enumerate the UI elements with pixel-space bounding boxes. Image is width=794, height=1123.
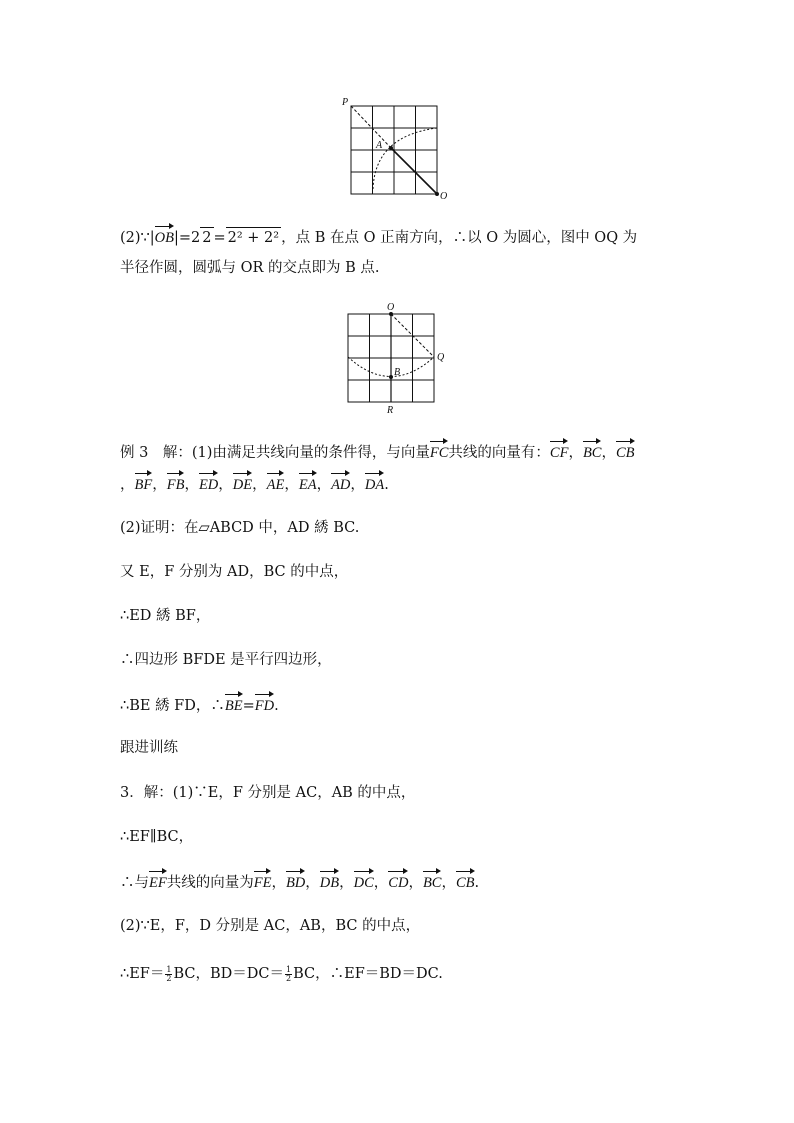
example3-text2: 共线的向量有： (448, 445, 550, 461)
part2-mid: |=2 (174, 230, 201, 246)
vector-fd: FD (255, 694, 274, 716)
example3-proof-line5 (120, 694, 279, 716)
q3-line1: 3．解：(1)∵E，F 分别是 AC，AB 的中点， (120, 785, 416, 801)
vector-item: CB (456, 871, 475, 893)
label-p: P (342, 97, 349, 108)
frac-num: 1 (166, 964, 172, 974)
example3-text: 例 3 解：(1)由满足共线向量的条件得，与向量 (120, 445, 430, 461)
vector-item: FB (167, 473, 185, 495)
proof-eq: = (242, 698, 255, 714)
q3-eq-c: BC，∴EF＝BD＝DC. (293, 966, 443, 982)
vector-item: DB (320, 871, 339, 893)
vector-item: CF (550, 441, 569, 463)
frac-num: 1 (286, 964, 292, 974)
example3-line2: ，BF，FB，ED，DE，AE，EA，AD，DA. (120, 473, 389, 495)
vector-item: BC (423, 871, 442, 893)
q3-line2: ∴EF∥BC， (120, 829, 194, 845)
proof-end: . (274, 698, 279, 714)
example3-proof-line1: (2)证明：在▱ABCD 中，AD 綉 BC. (120, 520, 360, 536)
q3-text2: 共线的向量为 (166, 875, 254, 891)
fraction-half (285, 966, 292, 983)
frac-den: 2 (166, 973, 172, 983)
solid-line-ao (391, 148, 437, 194)
figure-1-svg (340, 96, 450, 201)
vector-item: DC (354, 871, 374, 893)
label-r: R (387, 405, 394, 416)
part2-line1 (120, 226, 637, 248)
part2-eq: = (213, 230, 226, 246)
vector-item: BD (286, 871, 305, 893)
vector-ob: OB (155, 226, 174, 248)
vector-item: DE (233, 473, 252, 495)
q3-eq-a: ∴EF＝ (120, 966, 165, 982)
vector-item: CD (388, 871, 408, 893)
sqrt-sum: 2² + 2² (226, 227, 281, 248)
dashed-line-po (351, 106, 391, 148)
section-heading: 跟进训练 (120, 740, 178, 756)
q3-line3: ∴与EF共线的向量为FE，BD，DB，DC，CD，BC，CB. (120, 871, 479, 893)
example3-proof-line2: 又 E，F 分别为 AD，BC 的中点， (120, 564, 349, 580)
frac-den: 2 (286, 973, 292, 983)
vector-item: CB (616, 441, 635, 463)
vector-fc: FC (430, 441, 449, 463)
label-o: O (440, 191, 448, 202)
vector-item: AE (267, 473, 285, 495)
vector-ef: EF (149, 871, 167, 893)
example3-proof-line4: ∴四边形 BFDE 是平行四边形， (120, 652, 332, 668)
part2-prefix: (2)∵| (120, 230, 155, 246)
part2-line2: 半径作圆，圆弧与 OR 的交点即为 B 点. (120, 260, 380, 276)
part2-rest: ，点 B 在点 O 正南方向，∴以 O 为圆心，图中 OQ 为 (281, 230, 638, 246)
vector-item: DA (365, 473, 384, 495)
q3-line4: (2)∵E，F，D 分别是 AC，AB，BC 的中点， (120, 918, 421, 934)
label-b: B (394, 367, 401, 378)
vector-item: BC (583, 441, 602, 463)
vector-item: FE (254, 871, 272, 893)
label-o2: O (387, 302, 395, 313)
example3-proof-line3: ∴ED 綉 BF， (120, 608, 211, 624)
q3-line5 (120, 964, 443, 984)
label-q: Q (437, 352, 445, 363)
fraction-half (165, 966, 172, 983)
vector-item: AD (331, 473, 350, 495)
vector-be: BE (225, 694, 243, 716)
sqrt-2: 2 (200, 227, 213, 248)
dashed-arc (373, 128, 437, 189)
proof-text: ∴BE 綉 FD，∴ (120, 698, 225, 714)
figure-2-svg (340, 300, 450, 415)
q3-eq-b: BC，BD＝DC＝ (173, 966, 284, 982)
vector-item: EA (299, 473, 317, 495)
example3-line1: 例 3 解：(1)由满足共线向量的条件得，与向量FC共线的向量有：CF，BC，CB (120, 441, 635, 463)
vector-item: BF (135, 473, 153, 495)
vector-item: ED (199, 473, 218, 495)
label-a: A (376, 140, 383, 151)
q3-text: ∴与 (120, 875, 149, 891)
figure-grid-2 (340, 300, 450, 415)
figure-grid-1 (340, 96, 450, 201)
